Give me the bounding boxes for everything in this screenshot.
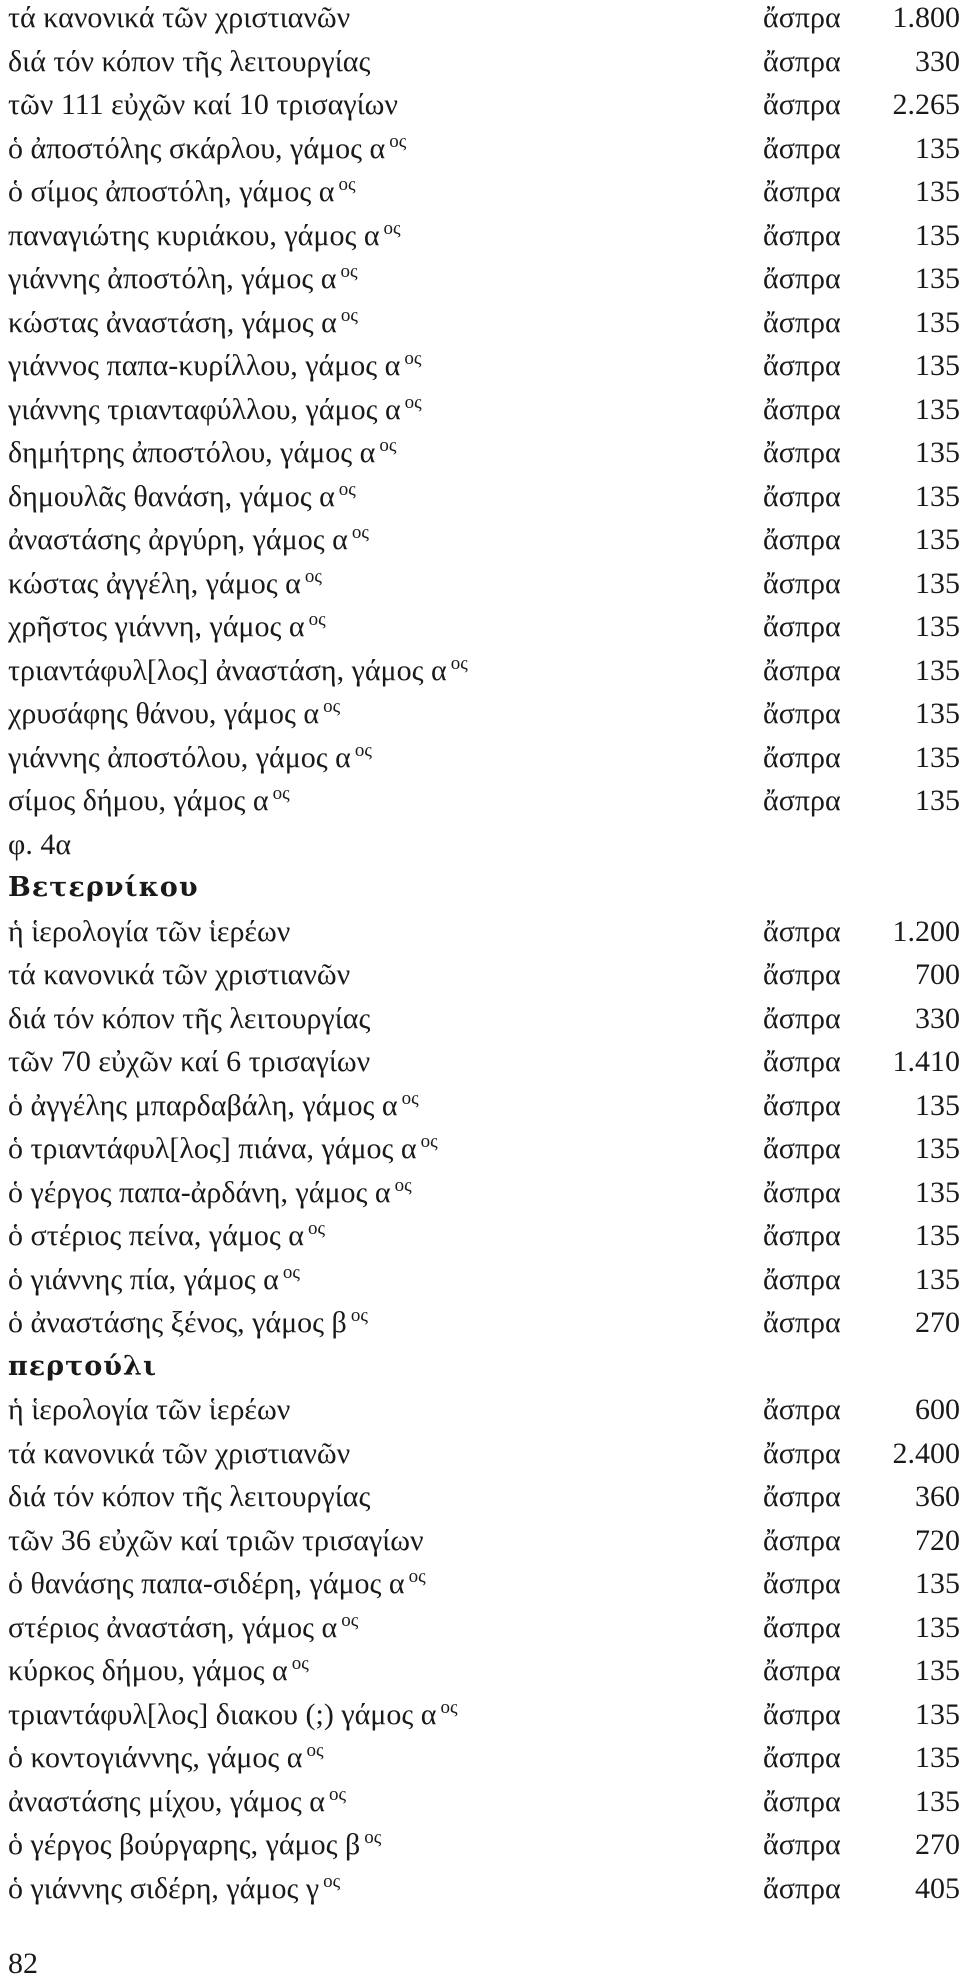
amount-value: 135 (915, 1784, 960, 1818)
row-description-text: χρυσάφης θάνου, γάμος α (8, 697, 320, 730)
amount-value: 700 (915, 958, 960, 991)
ordinal-suffix: ος (291, 1653, 309, 1674)
currency-label: ἄσπρα (763, 1262, 841, 1296)
ordinal-suffix: ος (440, 1696, 458, 1718)
amount-value: 135 (915, 349, 960, 382)
ledger-row (8, 174, 960, 218)
ledger-row (8, 131, 960, 175)
ordinal-suffix: ος (272, 783, 290, 804)
row-description (8, 435, 396, 475)
row-description-text: ὁ ἀναστάσης ξένος, γάμος β (8, 1306, 347, 1339)
ordinal-suffix: ος (401, 1087, 419, 1109)
row-description-text: διά τόν κόπον τῆς λειτουργίας (8, 1001, 371, 1035)
page-number: 82 (8, 1947, 38, 1980)
amount-value: 135 (915, 1654, 960, 1687)
currency-label: ἄσπρα (763, 1828, 841, 1861)
amount-value: 270 (915, 1306, 960, 1339)
amount-value: 135 (915, 1262, 960, 1296)
ledger-row (8, 1175, 960, 1219)
ordinal-suffix: ος (354, 739, 372, 761)
ordinal-suffix: ος (404, 348, 422, 369)
row-description (8, 696, 340, 736)
currency-label: ἄσπρα (763, 1871, 841, 1905)
currency-label: ἄσπρα (763, 305, 841, 339)
currency-label: ἄσπρα (763, 1306, 841, 1339)
ordinal-suffix: ος (304, 565, 322, 587)
row-description (8, 522, 369, 562)
row-description-text: ὁ γέργος παπα-ἀρδάνη, γάμος α (8, 1175, 391, 1209)
ledger-row (8, 1827, 960, 1871)
currency-label: ἄσπρα (763, 1697, 841, 1731)
ordinal-suffix: ος (282, 1261, 300, 1283)
row-description (8, 1349, 157, 1385)
row-description-text: ὁ θανάσης παπα-σιδέρη, γάμος α (8, 1567, 405, 1600)
currency-label: ἄσπρα (763, 1610, 841, 1644)
row-description-text: ὁ γιάννης σιδέρη, γάμος γ (8, 1871, 320, 1905)
ledger-row (8, 218, 960, 262)
amount-value: 135 (915, 392, 960, 426)
folio-note (8, 827, 960, 871)
ordinal-suffix: ος (350, 1305, 368, 1326)
ledger-row (8, 1871, 960, 1915)
row-description-text: Βετερνίκου (8, 872, 199, 903)
ordinal-suffix: ος (308, 609, 326, 630)
row-description (8, 1044, 370, 1080)
row-description-text: τῶν 111 εὐχῶν καί 10 τρισαγίων (8, 88, 398, 121)
row-description (8, 1088, 419, 1128)
row-description-text: τριαντάφυλ[λος] ἀναστάση, γάμος α (8, 653, 447, 687)
ledger-row (8, 1218, 960, 1262)
ledger-row (8, 1566, 960, 1610)
row-description (8, 566, 322, 606)
amount-value: 135 (915, 566, 960, 600)
ledger-row (8, 522, 960, 566)
currency-label: ἄσπρα (763, 1480, 841, 1513)
currency-label: ἄσπρα (763, 479, 841, 513)
ledger-row (8, 1392, 960, 1436)
amount-value: 270 (915, 1828, 960, 1861)
currency-label: ἄσπρα (763, 784, 841, 817)
currency-label: ἄσπρα (763, 1741, 841, 1774)
row-description-text: τά κανονικά τῶν χριστιανῶν (8, 958, 351, 991)
row-description (8, 1827, 381, 1867)
row-description (8, 1218, 325, 1258)
currency-label: ἄσπρα (763, 44, 841, 78)
ledger-row (8, 1001, 960, 1045)
amount-value: 135 (915, 1175, 960, 1209)
currency-label: ἄσπρα (763, 1088, 841, 1122)
amount-value: 135 (915, 1697, 960, 1731)
ordinal-suffix: ος (329, 1783, 347, 1805)
ledger-row (8, 1697, 960, 1741)
currency-label: ἄσπρα (763, 1219, 841, 1252)
ledger-row (8, 435, 960, 479)
currency-label: ἄσπρα (763, 697, 841, 730)
row-description-text: ἡ ἱερολογία τῶν ἱερέων (8, 914, 291, 948)
row-description (8, 261, 358, 301)
currency-label: ἄσπρα (763, 566, 841, 600)
row-description (8, 218, 401, 258)
ledger-row (8, 1479, 960, 1523)
amount-value: 2.400 (892, 1436, 960, 1470)
row-description (8, 1523, 424, 1559)
ledger-row (8, 1653, 960, 1697)
ledger-row (8, 392, 960, 436)
row-description (8, 1392, 290, 1428)
ordinal-suffix: ος (383, 217, 401, 239)
row-description (8, 1610, 358, 1650)
amount-value: 135 (915, 436, 960, 469)
ledger-row (8, 348, 960, 392)
row-description-text: διά τόν κόπον τῆς λειτουργίας (8, 1480, 371, 1513)
row-description-text: ὁ στέριος πείνα, γάμος α (8, 1219, 305, 1252)
ordinal-suffix: ος (308, 1218, 326, 1239)
ledger-row (8, 653, 960, 697)
ledger-row (8, 305, 960, 349)
currency-label: ἄσπρα (763, 1523, 841, 1557)
ledger-row (8, 1131, 960, 1175)
row-description-text: τά κανονικά τῶν χριστιανῶν (8, 1, 351, 34)
currency-label: ἄσπρα (763, 1784, 841, 1818)
ordinal-suffix: ος (379, 435, 397, 456)
row-description-text: γιάννης ἀποστόλου, γάμος α (8, 740, 351, 774)
amount-value: 135 (915, 131, 960, 165)
amount-value: 135 (915, 175, 960, 208)
row-description-text: ὁ τριαντάφυλ[λος] πιάνα, γάμος α (8, 1132, 417, 1165)
currency-label: ἄσπρα (763, 131, 841, 165)
row-description (8, 1871, 340, 1911)
amount-value: 135 (915, 479, 960, 513)
row-description-text: χρῆστος γιάννη, γάμος α (8, 610, 305, 643)
ledger-row (8, 566, 960, 610)
currency-label: ἄσπρα (763, 1001, 841, 1035)
amount-value: 135 (915, 523, 960, 556)
ledger-row (8, 1088, 960, 1132)
row-description (8, 479, 356, 519)
row-description (8, 783, 290, 823)
ledger-row (8, 957, 960, 1001)
currency-label: ἄσπρα (763, 1393, 841, 1426)
row-description (8, 87, 398, 123)
amount-value: 405 (915, 1871, 960, 1905)
row-description-text: γιάννης ἀποστόλη, γάμος α (8, 262, 337, 295)
row-description-text: ἀναστάσης μίχου, γάμος α (8, 1784, 326, 1818)
ledger-row (8, 1262, 960, 1306)
row-description (8, 609, 326, 649)
ordinal-suffix: ος (338, 478, 356, 500)
amount-value: 360 (915, 1480, 960, 1513)
amount-value: 330 (915, 1001, 960, 1035)
amount-value: 135 (915, 610, 960, 643)
row-description (8, 131, 406, 171)
currency-label: ἄσπρα (763, 1567, 841, 1600)
row-description (8, 1566, 426, 1606)
row-description-text: τῶν 70 εὐχῶν καί 6 τρισαγίων (8, 1045, 371, 1078)
amount-value: 135 (915, 740, 960, 774)
currency-label: ἄσπρα (763, 1045, 841, 1078)
currency-label: ἄσπρα (763, 958, 841, 991)
currency-label: ἄσπρα (763, 436, 841, 469)
row-description-text: στέριος ἀναστάση, γάμος α (8, 1610, 338, 1644)
amount-value: 2.265 (892, 88, 960, 121)
row-description (8, 1305, 368, 1345)
row-description (8, 1131, 438, 1171)
ledger-row (8, 1610, 960, 1654)
amount-value: 135 (915, 1741, 960, 1774)
ordinal-suffix: ος (404, 391, 422, 413)
row-description-text: διά τόν κόπον τῆς λειτουργίας (8, 44, 371, 78)
row-description (8, 1436, 350, 1472)
row-description (8, 1175, 412, 1215)
row-description (8, 1653, 309, 1693)
amount-value: 135 (915, 653, 960, 687)
row-description (8, 1262, 300, 1302)
currency-label: ἄσπρα (763, 1132, 841, 1165)
currency-label: ἄσπρα (763, 349, 841, 382)
currency-label: ἄσπρα (763, 392, 841, 426)
row-description (8, 653, 468, 693)
row-description-text: γιάννος παπα-κυρίλλου, γάμος α (8, 349, 401, 382)
amount-value: 135 (915, 1219, 960, 1252)
ordinal-suffix: ος (408, 1566, 426, 1587)
row-description-text: ὁ ἀγγέλης μπαρδαβάλη, γάμος α (8, 1088, 398, 1122)
ordinal-suffix: ος (341, 1609, 359, 1631)
amount-value: 1.200 (892, 914, 960, 948)
row-description-text: περτούλι (8, 1350, 158, 1382)
row-description (8, 740, 372, 780)
amount-value: 330 (915, 44, 960, 78)
currency-label: ἄσπρα (763, 523, 841, 556)
row-description (8, 348, 421, 388)
currency-label: ἄσπρα (763, 914, 841, 948)
currency-label: ἄσπρα (763, 175, 841, 208)
row-description-text: κώστας ἀναστάση, γάμος α (8, 305, 337, 339)
row-description-text: ἡ ἱερολογία τῶν ἱερέων (8, 1393, 291, 1426)
row-description (8, 1784, 346, 1824)
row-description (8, 1740, 324, 1780)
amount-value: 135 (915, 697, 960, 730)
row-description-text: φ. 4α (8, 827, 72, 861)
row-description (8, 1001, 370, 1037)
row-description (8, 392, 422, 432)
row-description-text: ὁ κοντογιάννης, γάμος α (8, 1741, 303, 1774)
amount-value: 600 (915, 1393, 960, 1426)
ledger-row (8, 0, 960, 44)
ordinal-suffix: ος (420, 1131, 438, 1152)
row-description-text: κύρκος δήμου, γάμος α (8, 1654, 288, 1687)
row-description (8, 305, 358, 345)
row-description-text: ὁ γιάννης πία, γάμος α (8, 1262, 279, 1296)
currency-label: ἄσπρα (763, 1, 841, 34)
currency-label: ἄσπρα (763, 218, 841, 252)
ledger-row (8, 1784, 960, 1828)
row-description-text: σίμος δήμου, γάμος α (8, 784, 269, 817)
row-description-text: τά κανονικά τῶν χριστιανῶν (8, 1436, 351, 1470)
ledger-row (8, 87, 960, 131)
ledger-row (8, 696, 960, 740)
currency-label: ἄσπρα (763, 1436, 841, 1470)
currency-label: ἄσπρα (763, 653, 841, 687)
row-description (8, 827, 71, 863)
amount-value: 135 (915, 305, 960, 339)
row-description (8, 1479, 370, 1515)
amount-value: 1.410 (892, 1045, 960, 1078)
row-description-text: ὁ σίμος ἀποστόλη, γάμος α (8, 175, 335, 208)
row-description-text: ἀναστάσης ἀργύρη, γάμος α (8, 523, 348, 556)
amount-value: 135 (915, 1610, 960, 1644)
amount-value: 135 (915, 262, 960, 295)
ordinal-suffix: ος (450, 652, 468, 674)
amount-value: 135 (915, 1088, 960, 1122)
ordinal-suffix: ος (389, 130, 407, 152)
currency-label: ἄσπρα (763, 1654, 841, 1687)
row-description-text: ὁ γέργος βούργαρης, γάμος β (8, 1828, 361, 1861)
ledger-row (8, 609, 960, 653)
row-description-text: παναγιώτης κυριάκου, γάμος α (8, 218, 380, 252)
amount-value: 720 (915, 1523, 960, 1557)
row-description (8, 174, 355, 214)
ordinal-suffix: ος (364, 1827, 382, 1848)
row-description-text: τριαντάφυλ[λος] διακου (;) γάμος α (8, 1697, 437, 1731)
ledger-row (8, 1523, 960, 1567)
ledger-row (8, 914, 960, 958)
currency-label: ἄσπρα (763, 740, 841, 774)
row-description-text: τῶν 36 εὐχῶν καί τριῶν τρισαγίων (8, 1523, 424, 1557)
ledger-row (8, 783, 960, 827)
ordinal-suffix: ος (323, 1870, 341, 1892)
row-description-text: ὁ ἀποστόλης σκάρλου, γάμος α (8, 131, 386, 165)
ledger-row (8, 479, 960, 523)
row-description (8, 44, 370, 80)
amount-value: 1.800 (892, 1, 960, 34)
ordinal-suffix: ος (306, 1740, 324, 1761)
ordinal-suffix: ος (351, 522, 369, 543)
ledger-row (8, 1305, 960, 1349)
row-description-text: κώστας ἀγγέλη, γάμος α (8, 566, 301, 600)
amount-value: 135 (915, 1132, 960, 1165)
row-description (8, 914, 290, 950)
row-description (8, 1697, 458, 1737)
ledger-row (8, 261, 960, 305)
row-description (8, 0, 350, 36)
amount-value: 135 (915, 784, 960, 817)
ordinal-suffix: ος (340, 261, 358, 282)
amount-value: 135 (915, 218, 960, 252)
ledger-row (8, 1044, 960, 1088)
ledger-row (8, 1740, 960, 1784)
section-heading (8, 1349, 960, 1393)
ledger-row (8, 1436, 960, 1480)
currency-label: ἄσπρα (763, 88, 841, 121)
ledger-row (8, 44, 960, 88)
ordinal-suffix: ος (340, 304, 358, 326)
ledger-row (8, 740, 960, 784)
section-heading (8, 870, 960, 914)
row-description-text: γιάννης τριανταφύλλου, γάμος α (8, 392, 401, 426)
ledger-lines (8, 0, 960, 1914)
currency-label: ἄσπρα (763, 262, 841, 295)
row-description (8, 870, 199, 906)
row-description (8, 957, 350, 993)
ordinal-suffix: ος (394, 1174, 412, 1196)
currency-label: ἄσπρα (763, 1175, 841, 1209)
currency-label: ἄσπρα (763, 610, 841, 643)
row-description-text: δημήτρης ἀποστόλου, γάμος α (8, 436, 376, 469)
row-description-text: δημουλᾶς θανάση, γάμος α (8, 479, 335, 513)
ordinal-suffix: ος (338, 174, 356, 195)
ordinal-suffix: ος (323, 696, 341, 717)
amount-value: 135 (915, 1567, 960, 1600)
